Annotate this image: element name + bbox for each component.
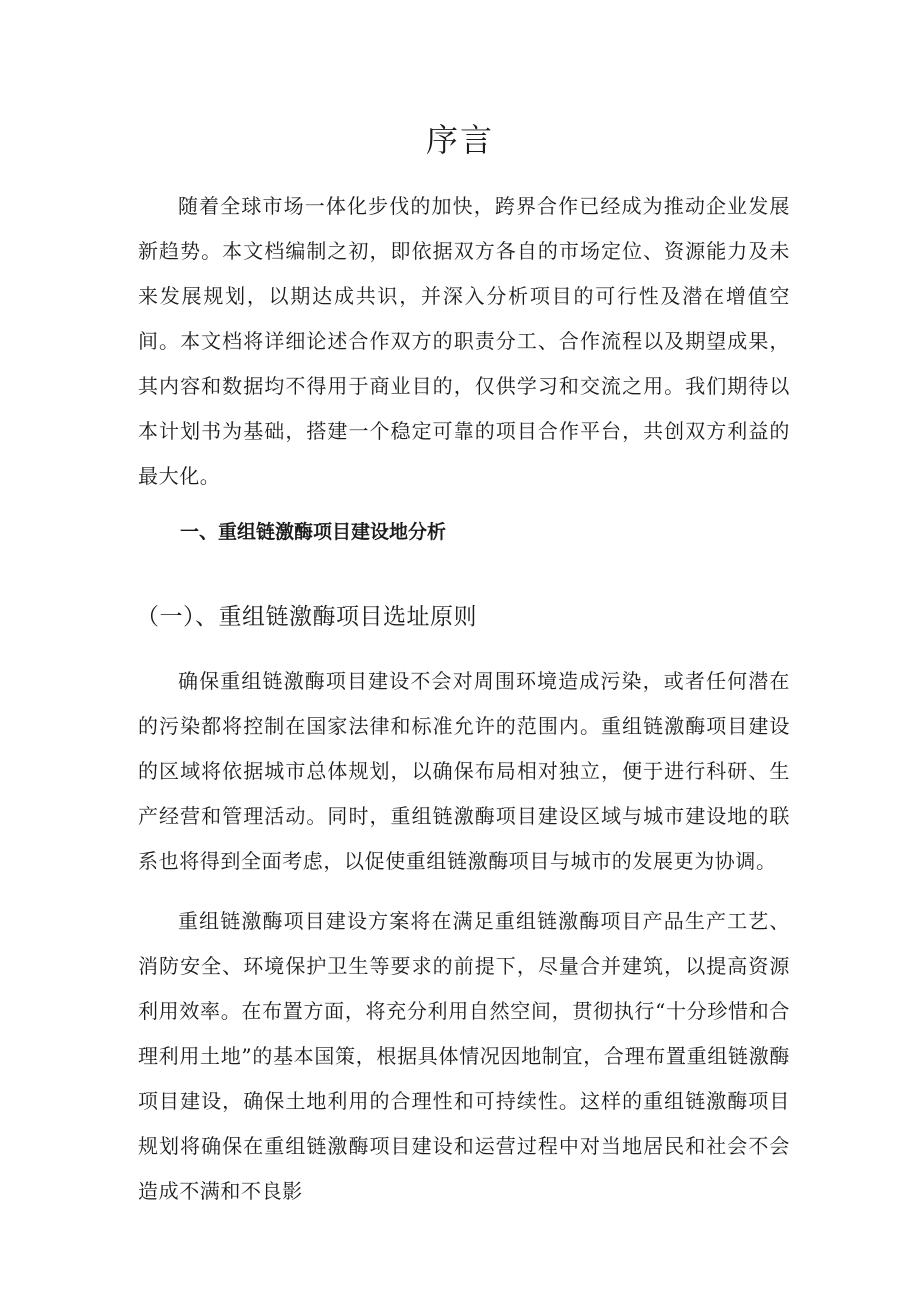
body-paragraph-2: 重组链激酶项目建设方案将在满足重组链激酶项目产品生产工艺、消防安全、环境保护卫生等要求的前提下，尽量合并建筑，以提高资源利用效率。在布置方面，将充分利用自然空间，贯彻执行“十分珍惜和合理利用土地”的基本国策，根据具体情况因地制宜，合理布置重组链激酶项目建设，确保土地利用的合理性和可持续性。这样的重组链激酶项目规划将确保在重组链激酶项目建设和运营过程中对当地居民和社会不会造成不满和不良影 <box>138 909 790 1203</box>
page-title: 序言 <box>425 121 494 159</box>
subsection-heading: （一）、重组链激酶项目选址原则 <box>136 604 477 630</box>
preface-paragraph: 随着全球市场一体化步伐的加快，跨界合作已经成为推动企业发展新趋势。本文档编制之初，即依据双方各自的市场定位、资源能力及未来发展规划，以期达成共识，并深入分析项目的可行性及潜在增值空间。本文档将详细论述合作双方的职责分工、合作流程以及期望成果，其内容和数据均不得用于商业目的，仅供学习和交流之用。我们期待以本计划书为基础，搭建一个稳定可靠的项目合作平台，共创双方利益的最大化。 <box>138 194 790 488</box>
body-paragraph-1: 确保重组链激酶项目建设不会对周围环境造成污染，或者任何潜在的污染都将控制在国家法律和标准允许的范围内。重组链激酶项目建设的区域将依据城市总体规划，以确保布局相对独立，便于进行科研、生产经营和管理活动。同时，重组链激酶项目建设区域与城市建设地的联系也将得到全面考虑，以促使重组链激酶项目与城市的发展更为协调。 <box>138 669 790 873</box>
section-heading: 一、重组链激酶项目建设地分析 <box>180 521 447 543</box>
